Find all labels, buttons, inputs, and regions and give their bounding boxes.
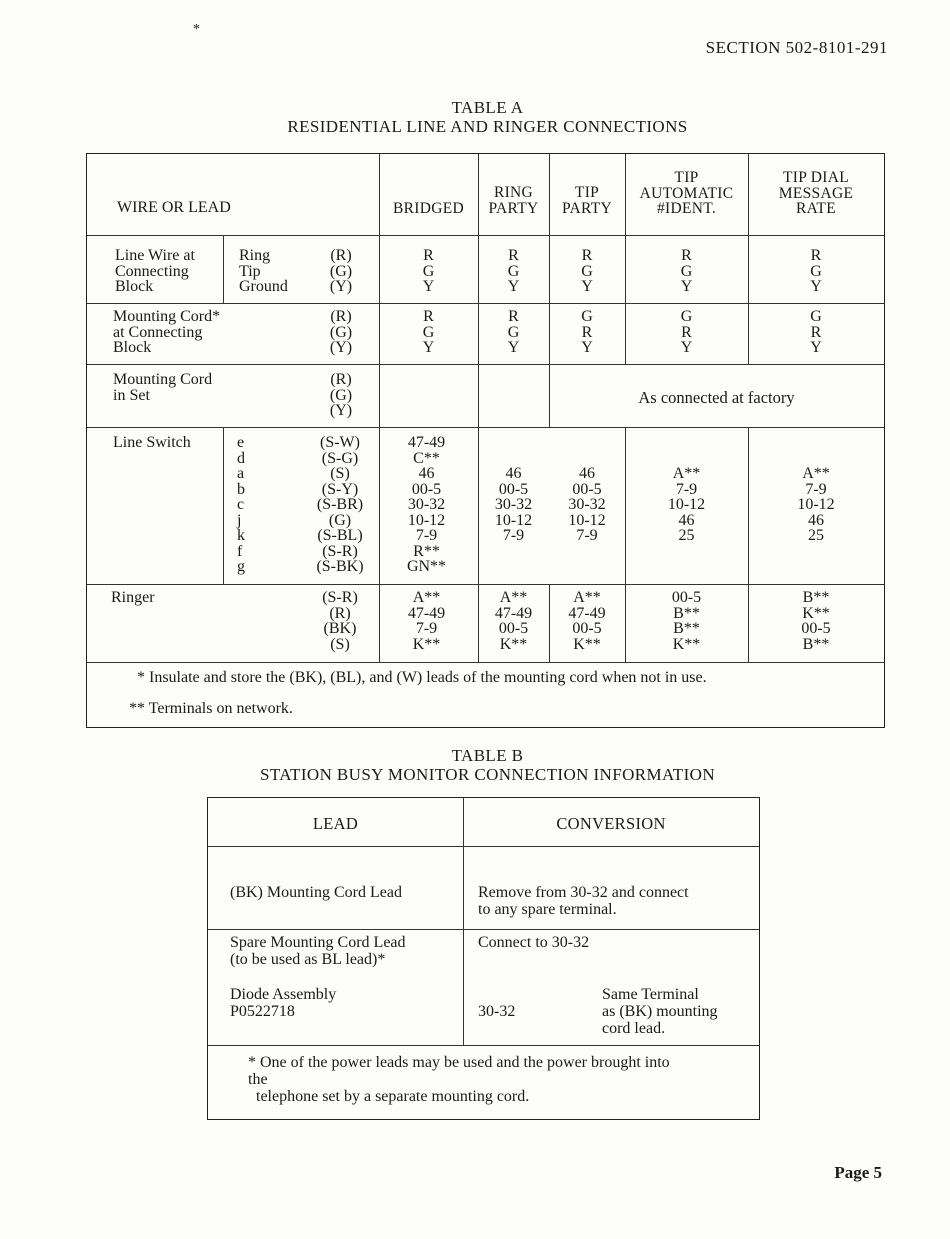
row-line-switch-bridged: 47-49 C** 46 00-5 30-32 10-12 7-9 R** GN** bbox=[406, 434, 447, 575]
table-a-rule bbox=[87, 364, 884, 365]
table-a bbox=[86, 153, 885, 728]
table-b-rule bbox=[208, 846, 759, 847]
col-header-tip-party: TIP PARTY bbox=[562, 184, 612, 217]
table-b-footnote: * One of the power leads may be used and the power brought into the telephone set by a separate mounting cord. bbox=[248, 1054, 670, 1105]
row-mount-block-label: Mounting Cord* at Connecting Block bbox=[113, 308, 221, 356]
row-ringer-tipauto: 00-5 B** B** K** bbox=[671, 589, 702, 653]
table-a-title-line2: RESIDENTIAL LINE AND RINGER CONNECTIONS bbox=[287, 117, 688, 136]
col-header-ring-party: RING PARTY bbox=[488, 184, 539, 217]
row-ringer-tipdial: B** K** 00-5 B** bbox=[801, 589, 831, 653]
row-mount-block-code: (R) (G) (Y) bbox=[329, 308, 353, 356]
table-a-rule bbox=[223, 235, 224, 303]
row-mount-block-bridged: R G Y bbox=[422, 308, 435, 356]
stray-mark: * bbox=[193, 22, 200, 37]
row-ringer-bridged: A** 47-49 7-9 K** bbox=[407, 589, 446, 653]
row-bk-lead: (BK) Mounting Cord Lead bbox=[230, 884, 402, 901]
row-ringer-code: (S-R) (R) (BK) (S) bbox=[322, 589, 358, 653]
row-line-wire-label: Line Wire at Connecting Block bbox=[115, 247, 195, 295]
row-mount-block-tipdial: G R Y bbox=[810, 308, 822, 356]
row-line-switch-sub: e d a b c j k f g bbox=[237, 434, 245, 575]
row-mount-block-tip: G R Y bbox=[581, 308, 593, 356]
table-a-rule bbox=[87, 584, 884, 585]
row-line-wire-tip: R G Y bbox=[581, 247, 593, 295]
row-spare-conversion: Connect to 30-32 bbox=[478, 934, 590, 951]
row-mount-block-ring: R G Y bbox=[507, 308, 520, 356]
row-ringer-label: Ringer bbox=[111, 589, 155, 606]
table-a-rule bbox=[87, 303, 884, 304]
row-line-switch-ring: 46 00-5 30-32 10-12 7-9 bbox=[494, 465, 533, 544]
row-line-switch-tipdial: A** 7-9 10-12 46 25 bbox=[797, 465, 835, 544]
col-header-tip-dial: TIP DIAL MESSAGE RATE bbox=[778, 169, 854, 217]
row-line-switch-tipauto: A** 7-9 10-12 46 25 bbox=[667, 465, 706, 544]
table-b-title-line1: TABLE B bbox=[451, 746, 524, 765]
table-a-footnote-2: ** Terminals on network. bbox=[129, 700, 293, 717]
row-ringer-ring: A** 47-49 00-5 K** bbox=[494, 589, 533, 653]
row-line-wire-tipdial: R G Y bbox=[810, 247, 822, 295]
row-diode-lead: Diode Assembly P0522718 bbox=[230, 986, 337, 1020]
row-line-wire-bridged: R G Y bbox=[422, 247, 435, 295]
row-line-switch-label: Line Switch bbox=[113, 434, 191, 451]
col-header-conversion: CONVERSION bbox=[556, 814, 666, 833]
table-a-footnote-1: * Insulate and store the (BK), (BL), and (W) leads of the mounting cord when not in use. bbox=[137, 669, 707, 686]
page-number: Page 5 bbox=[834, 1163, 882, 1182]
table-a-title-line1: TABLE A bbox=[451, 98, 524, 117]
table-a-rule bbox=[87, 235, 884, 236]
row-line-wire-code: (R) (G) (Y) bbox=[329, 247, 353, 295]
table-a-title bbox=[0, 98, 950, 136]
col-header-tip-automatic: TIP AUTOMATIC #IDENT. bbox=[639, 169, 734, 217]
table-b-rule bbox=[463, 798, 464, 1045]
row-bk-conversion: Remove from 30-32 and connect to any spare terminal. bbox=[478, 884, 689, 918]
row-ringer-tip: A** 47-49 00-5 K** bbox=[568, 589, 606, 653]
table-b bbox=[207, 797, 760, 1120]
col-header-lead: LEAD bbox=[312, 814, 359, 833]
table-b-title-line2: STATION BUSY MONITOR CONNECTION INFORMATION bbox=[259, 765, 716, 784]
table-b-rule bbox=[208, 1045, 759, 1046]
table-a-rule bbox=[223, 427, 224, 584]
table-a-rule bbox=[478, 154, 479, 662]
row-diode-note: Same Terminal as (BK) mounting cord lead. bbox=[602, 986, 718, 1037]
row-line-wire-ring: R G Y bbox=[507, 247, 520, 295]
table-b-title bbox=[0, 746, 950, 784]
row-line-wire-tipauto: R G Y bbox=[680, 247, 693, 295]
col-header-wire: WIRE OR LEAD bbox=[117, 199, 231, 216]
row-line-wire-sub: Ring Tip Ground bbox=[239, 247, 288, 295]
row-line-switch-code: (S-W) (S-G) (S) (S-Y) (S-BR) (G) (S-BL) (S-R) (S-BK) bbox=[316, 434, 364, 575]
section-number: SECTION 502-8101-291 bbox=[705, 38, 888, 57]
table-a-rule bbox=[87, 662, 884, 663]
row-mount-set-note: As connected at factory bbox=[638, 388, 795, 407]
table-a-rule bbox=[87, 427, 884, 428]
table-b-rule bbox=[208, 929, 759, 930]
table-a-rule bbox=[379, 154, 380, 662]
row-spare-lead: Spare Mounting Cord Lead (to be used as BL lead)* bbox=[230, 934, 406, 968]
col-header-bridged: BRIDGED bbox=[393, 200, 464, 217]
row-mount-block-tipauto: G R Y bbox=[680, 308, 693, 356]
row-mount-set-code: (R) (G) (Y) bbox=[329, 371, 353, 419]
row-line-switch-tip: 46 00-5 30-32 10-12 7-9 bbox=[568, 465, 606, 544]
row-mount-set-label: Mounting Cord in Set bbox=[113, 371, 213, 404]
row-diode-terminal: 30-32 bbox=[478, 1003, 516, 1020]
